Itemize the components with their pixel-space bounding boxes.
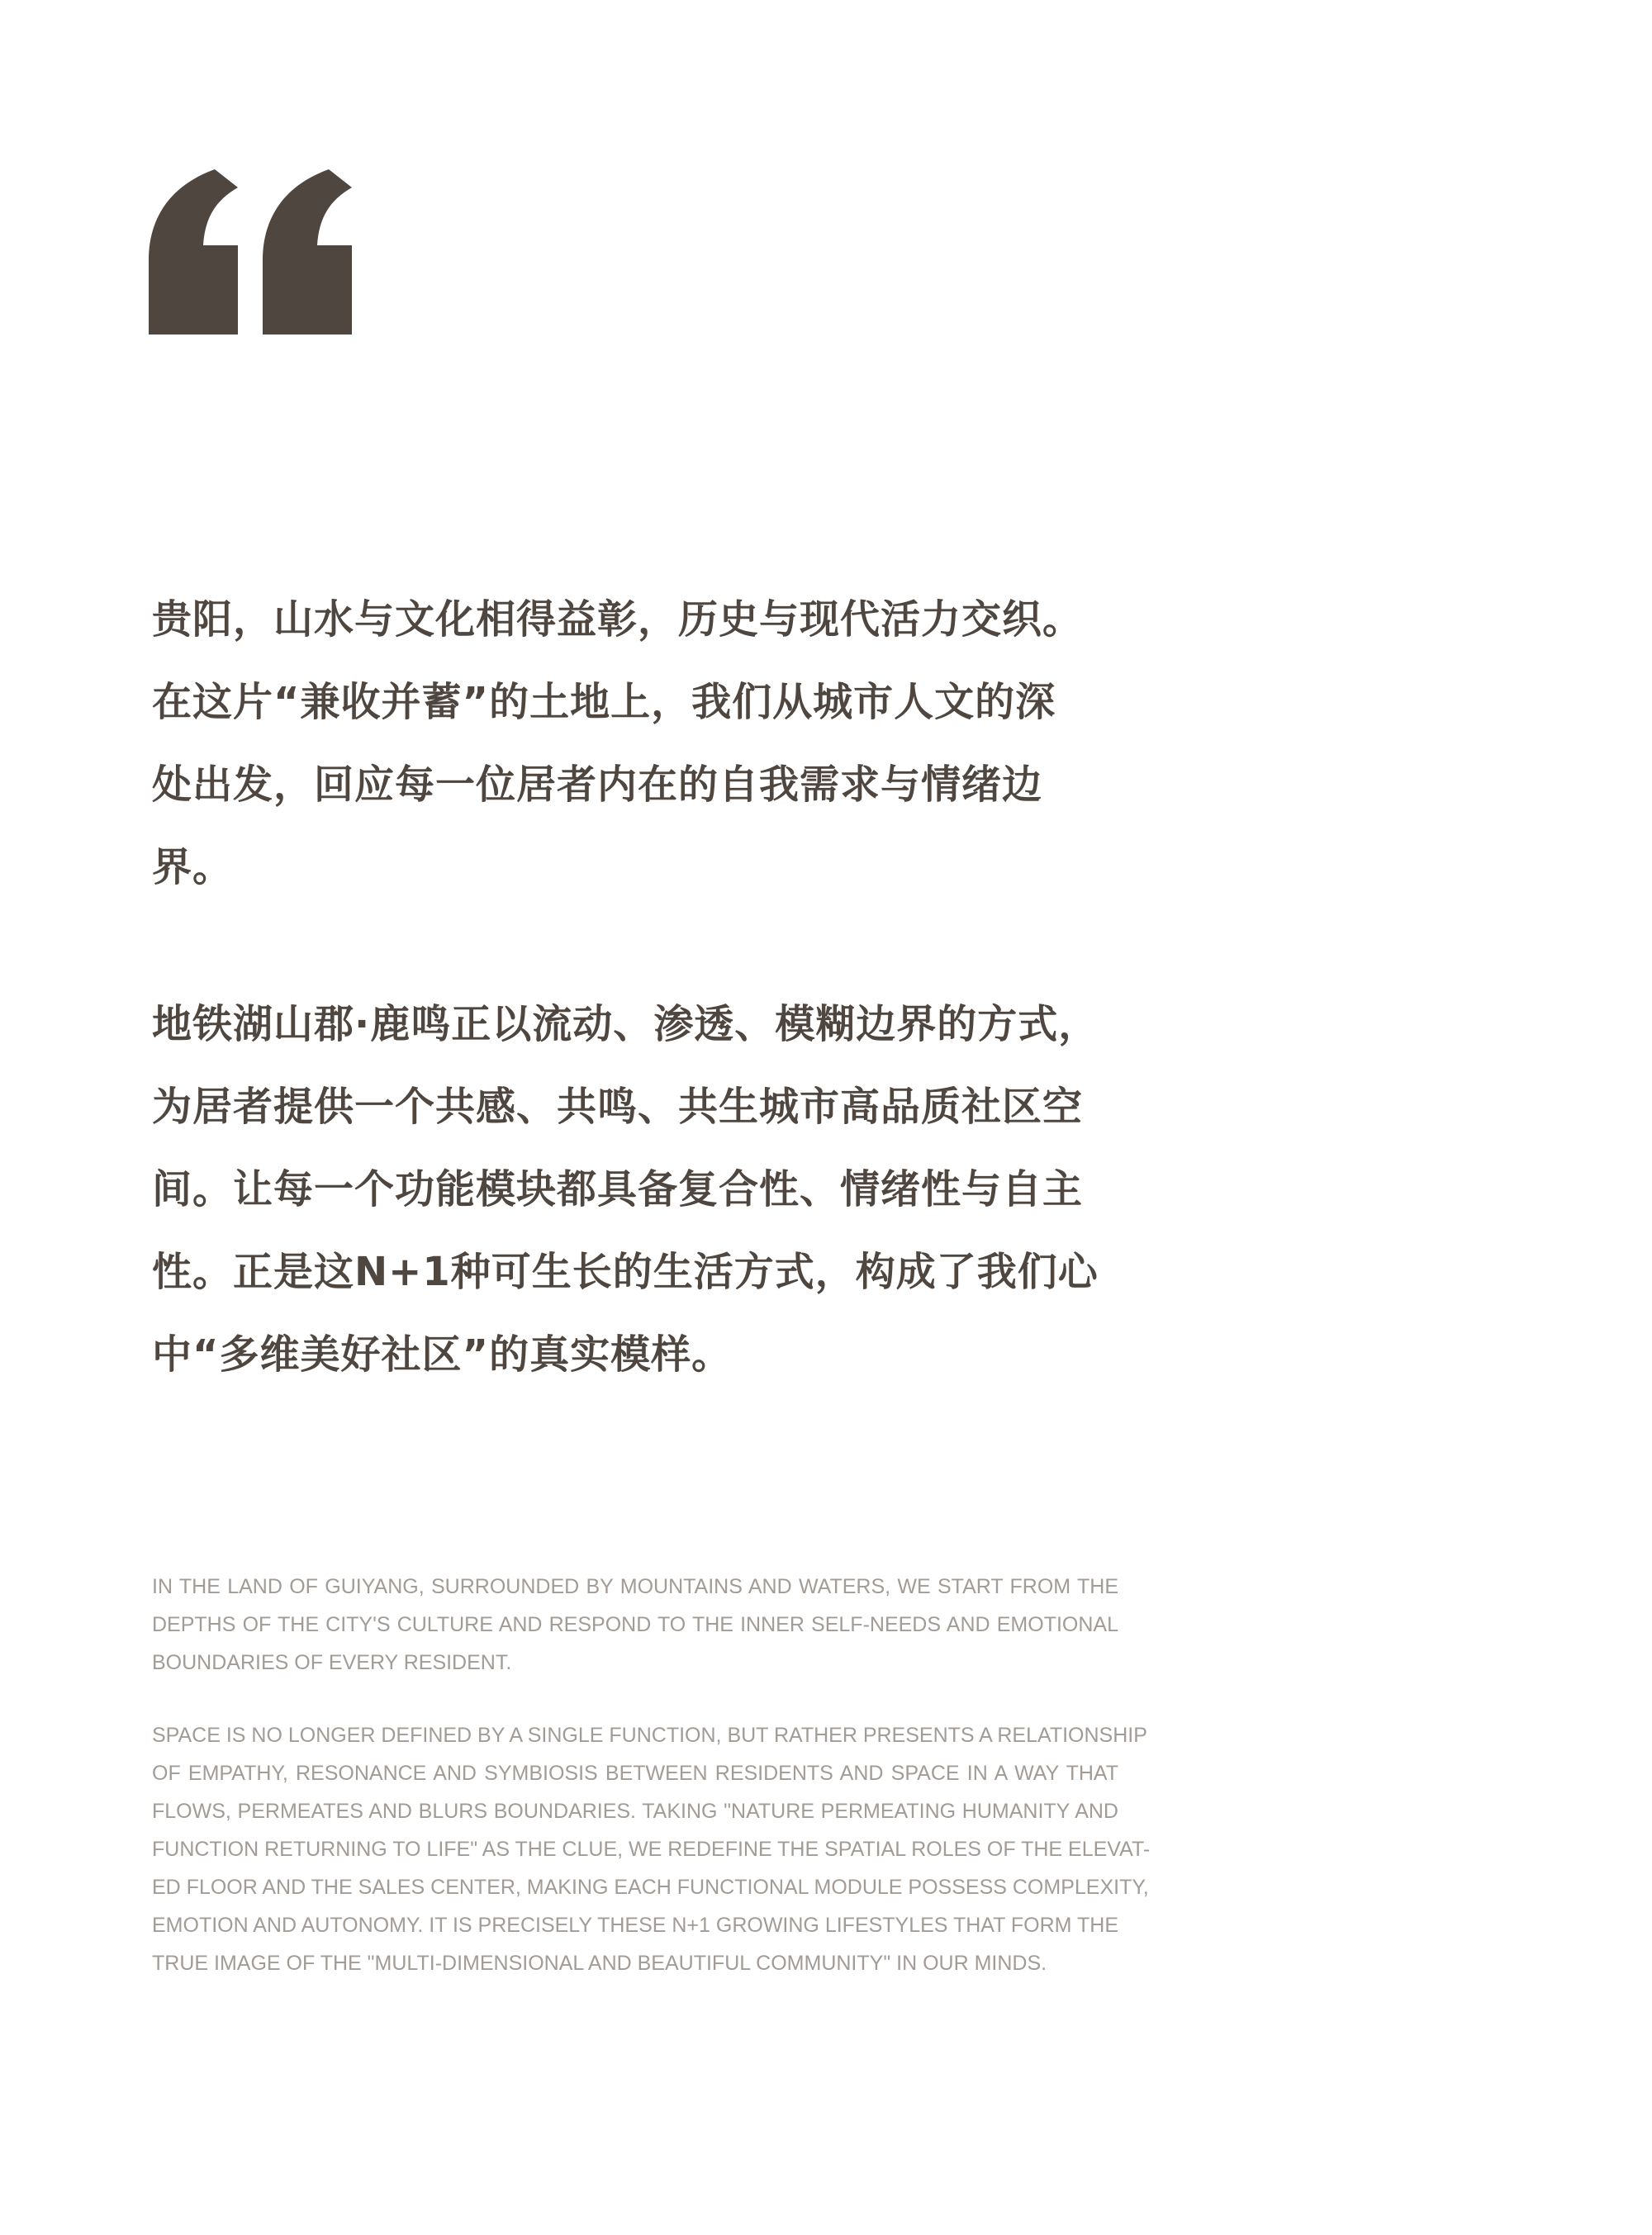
en-paragraph-2-line-3: FLOWS, PERMEATES AND BLURS BOUNDARIES. TAKING "NATURE PERMEATING HUMANITY AND <box>152 1800 1118 1823</box>
en-paragraph-2-line-7: TRUE IMAGE OF THE "MULTI-DIMENSIONAL AND BEAUTIFUL COMMUNITY" IN OUR MINDS. <box>152 1952 1047 1975</box>
cn-paragraph-2 <box>152 983 1118 1396</box>
cn-paragraph-1-line-4: 界。 <box>152 844 234 890</box>
cn-paragraph-2-line-3: 间。让每一个功能模块都具备复合性、情绪性与自主 <box>152 1166 1084 1212</box>
en-paragraph-2-line-6: EMOTION AND AUTONOMY. IT IS PRECISELY THESE N+1 GROWING LIFESTYLES THAT FORM THE <box>152 1914 1118 1937</box>
en-paragraph-2-line-1: SPACE IS NO LONGER DEFINED BY A SINGLE FUNCTION, BUT RATHER PRESENTS A RELATIONSHIP <box>152 1724 1147 1747</box>
cn-paragraph-2-line-1: 地铁湖山郡·鹿鸣正以流动、渗透、模糊边界的方式， <box>152 1001 1099 1047</box>
en-paragraph-2-line-5: ED FLOOR AND THE SALES CENTER, MAKING EACH FUNCTIONAL MODULE POSSESS COMPLEXITY, <box>152 1876 1149 1899</box>
en-paragraph-2-line-4: FUNCTION RETURNING TO LIFE" AS THE CLUE, WE REDEFINE THE SPATIAL ROLES OF THE ELEVAT- <box>152 1838 1151 1861</box>
cn-paragraph-1-line-1: 贵阳，山水与文化相得益彰，历史与现代活力交织。 <box>152 596 1084 643</box>
quote-right-glyph <box>263 169 352 335</box>
cn-paragraph-1 <box>152 578 1118 909</box>
cn-paragraph-2-line-2: 为居者提供一个共感、共鸣、共生城市高品质社区空 <box>152 1084 1084 1130</box>
open-quote-icon <box>149 169 359 335</box>
en-paragraph-1-line-1: IN THE LAND OF GUIYANG, SURROUNDED BY MOUNTAINS AND WATERS, WE START FROM THE <box>152 1575 1118 1598</box>
cn-paragraph-1-line-3: 处出发，回应每一位居者内在的自我需求与情绪边 <box>152 762 1043 808</box>
en-paragraph-1-line-3: BOUNDARIES OF EVERY RESIDENT. <box>152 1651 512 1674</box>
en-paragraph-2 <box>152 1716 1151 1982</box>
en-paragraph-1-line-2: DEPTHS OF THE CITY'S CULTURE AND RESPOND TO THE INNER SELF-NEEDS AND EMOTIONAL <box>152 1613 1118 1636</box>
open-quote-graphic <box>149 169 359 335</box>
en-paragraph-2-line-2: OF EMPATHY, RESONANCE AND SYMBIOSIS BETWEEN RESIDENTS AND SPACE IN A WAY THAT <box>152 1762 1118 1785</box>
cn-paragraph-1-line-2: 在这片“兼收并蓄”的土地上，我们从城市人文的深 <box>152 679 1056 725</box>
cn-paragraph-2-line-4: 性。正是这N+1种可生长的生活方式，构成了我们心 <box>152 1249 1099 1295</box>
en-paragraph-1 <box>152 1568 1118 1682</box>
quote-left-glyph <box>149 169 238 335</box>
cn-paragraph-2-line-5: 中“多维美好社区”的真实模样。 <box>152 1331 733 1378</box>
